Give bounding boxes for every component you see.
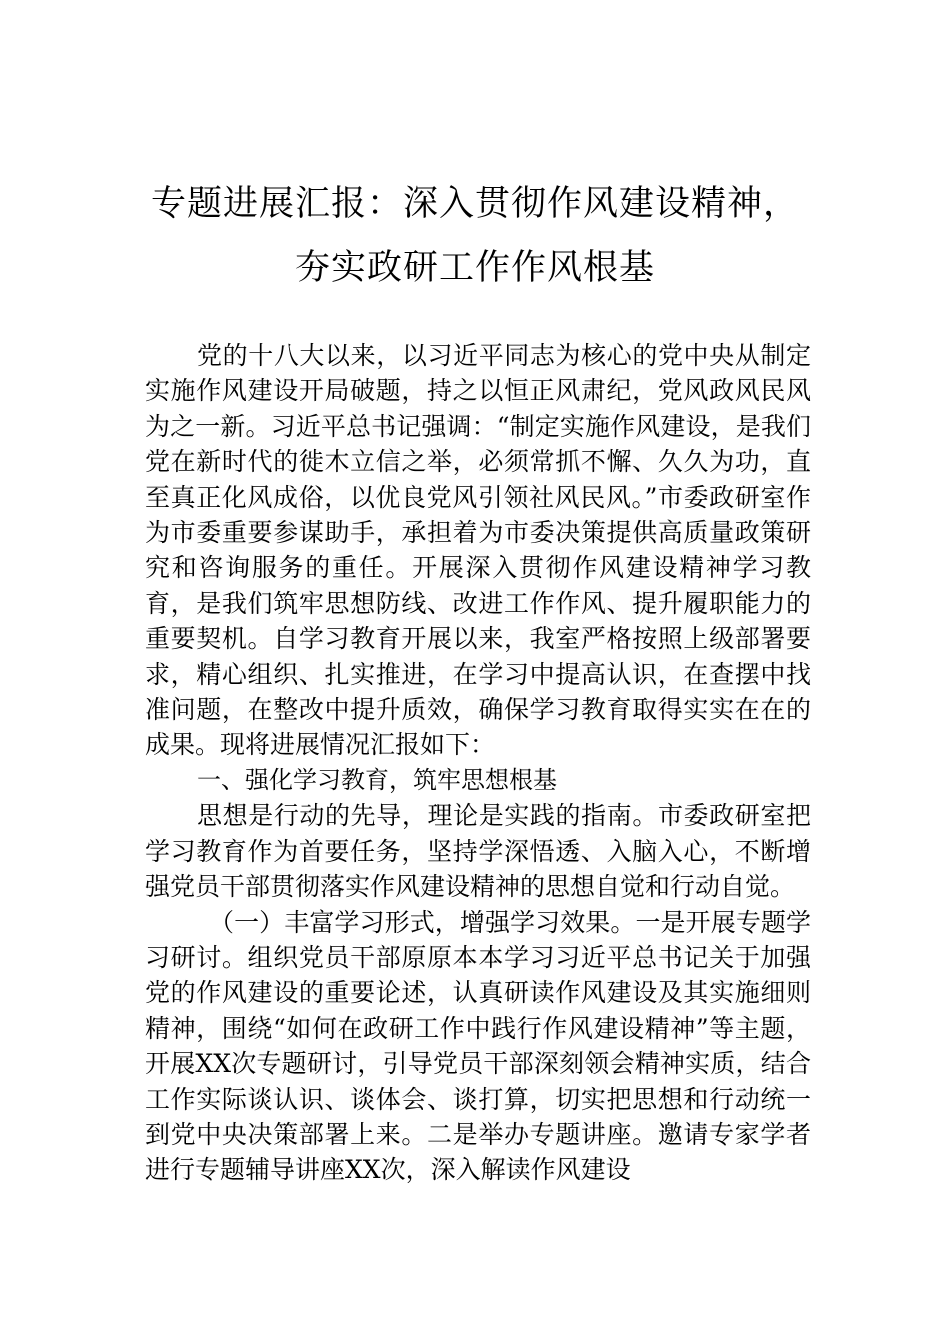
subsection-paragraph: （一）丰富学习形式，增强学习效果。一是开展专题学习研讨。组织党员干部原原本本学习习近平总书记关于加强党的作风建设的重要论述，认真研读作风建设及其实施细则精神，围绕“如何在政研工作中践行作风建设精神”等主题，开展XX次专题研讨，引导党员干部深刻领会精神实质，结合工作实际谈认识、谈体会、谈打算，切实把思想和行动统一到党中央决策部署上来。二是举办专题讲座。邀请专家学者进行专题辅导讲座XX次，深入解读作风建设 <box>145 907 811 1185</box>
document-title-line-1: 专题进展汇报：深入贯彻作风建设精神， <box>150 184 799 224</box>
section-paragraph: 思想是行动的先导，理论是实践的指南。市委政研室把学习教育作为首要任务，坚持学深悟透、入脑入心，不断增强党员干部贯彻落实作风建设精神的思想自觉和行动自觉。 <box>145 801 811 902</box>
document-body <box>145 338 811 1188</box>
document-title-line-2: 夯实政研工作作风根基 <box>294 248 655 288</box>
intro-paragraph: 党的十八大以来，以习近平同志为核心的党中央从制定实施作风建设开局破题，持之以恒正风肃纪，党风政风民风为之一新。习近平总书记强调：“制定实施作风建设，是我们党在新时代的徙木立信之举，必须常抓不懈、久久为功，直至真正化风成俗，以优良党风引领社风民风。”市委政研室作为市委重要参谋助手，承担着为市委决策提供高质量政策研究和咨询服务的重任。开展深入贯彻作风建设精神学习教育，是我们筑牢思想防线、改进工作作风、提升履职能力的重要契机。自学习教育开展以来，我室严格按照上级部署要求，精心组织、扎实推进，在学习中提高认识，在查摆中找准问题，在整改中提升质效，确保学习教育取得实实在在的成果。现将进展情况汇报如下： <box>145 341 811 760</box>
section-heading: 一、强化学习教育，筑牢思想根基 <box>197 765 557 794</box>
